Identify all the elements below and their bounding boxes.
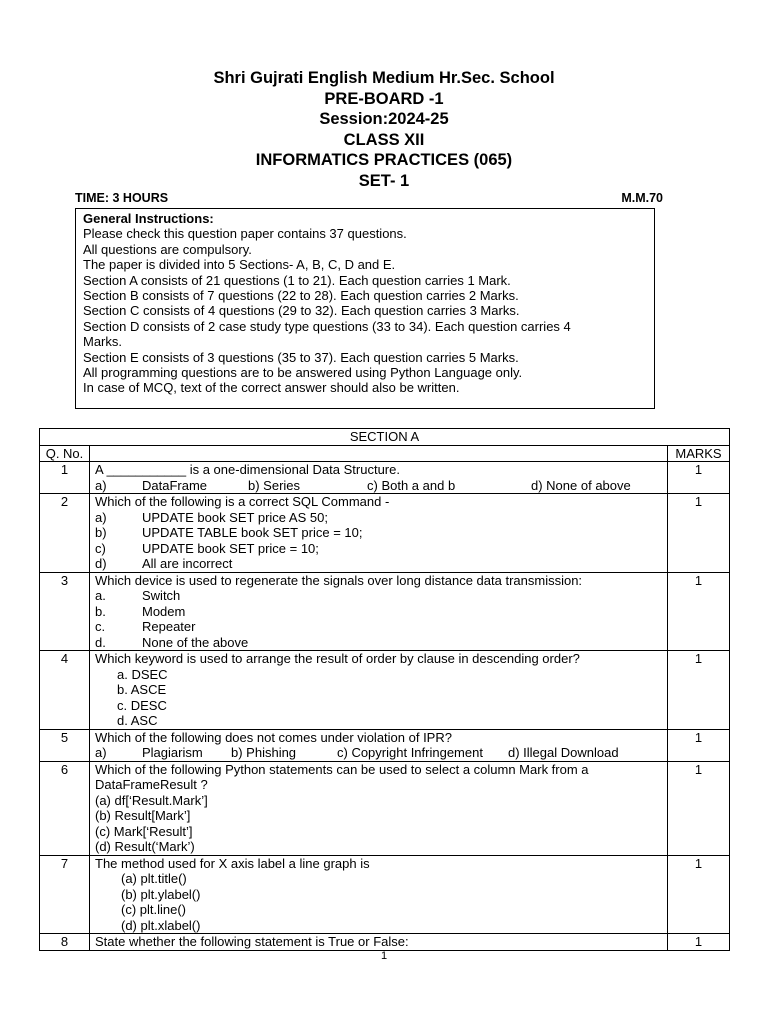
question-row-3 [40, 572, 730, 651]
time-marks-row [75, 191, 663, 205]
question-text: Which of the following Python statements can be used to select a column Mark from a [95, 761, 589, 777]
question-cell [90, 462, 668, 494]
set-number: SET- 1 [358, 171, 410, 190]
max-marks: M.M.70 [621, 191, 663, 205]
instruction-line: In case of MCQ, text of the correct answer should also be written. [83, 380, 460, 396]
question-row-7 [40, 855, 730, 934]
question-marks: 1 [668, 462, 730, 494]
option: c) Copyright Infringement [337, 745, 483, 760]
question-cell [90, 494, 668, 573]
instruction-line: Please check this question paper contains 37 questions. [83, 226, 407, 242]
instruction-line: Marks. [83, 334, 122, 350]
question-cell [90, 572, 668, 651]
instruction-line: All programming questions are to be answered using Python Language only. [83, 365, 523, 381]
option: a. Switch [95, 588, 181, 603]
option: d. None of the above [95, 634, 249, 650]
question-cell [90, 651, 668, 730]
option: (b) Result[Mark’] [95, 808, 191, 823]
option: b. Modem [95, 603, 186, 619]
option: d) None of above [531, 477, 631, 493]
exam-name: PRE-BOARD -1 [324, 89, 444, 108]
option: DataFrame [142, 477, 208, 493]
option: (a) df[‘Result.Mark’] [95, 792, 208, 808]
option: c) Both a and b [367, 477, 456, 493]
instruction-line: Section E consists of 3 questions (35 to 37). Each question carries 5 Marks. [83, 349, 519, 365]
instruction-line: Section A consists of 21 questions (1 to 21). Each question carries 1 Mark. [83, 272, 511, 288]
class-name: CLASS XII [343, 130, 425, 149]
question-marks: 1 [668, 572, 730, 651]
question-marks: 1 [668, 934, 730, 951]
option: (a) plt.title() [121, 871, 187, 886]
option: a) [95, 745, 107, 760]
question-number: 1 [40, 462, 90, 494]
option: a) UPDATE book SET price AS 50; [95, 509, 328, 525]
question-cell [90, 729, 668, 761]
general-instructions-box [75, 208, 655, 409]
question-cell [90, 761, 668, 855]
question-text: The method used for X axis label a line graph is [95, 855, 370, 871]
question-text: A ___________ is a one-dimensional Data Structure. [95, 462, 400, 477]
question-marks: 1 [668, 651, 730, 730]
instructions-title: General Instructions: [83, 211, 214, 226]
question-text: State whether the following statement is True or False: [95, 934, 409, 949]
question-number: 7 [40, 855, 90, 934]
question-row-8 [40, 934, 730, 951]
question-number: 8 [40, 934, 90, 951]
time-allowed: TIME: 3 HOURS [75, 191, 169, 205]
instruction-line: The paper is divided into 5 Sections- A, B, C, D and E. [83, 257, 396, 273]
option: (d) plt.xlabel() [121, 917, 201, 933]
question-text: Which keyword is used to arrange the result of order by clause in descending order? [95, 651, 580, 666]
question-number: 3 [40, 572, 90, 651]
option: c. DESC [117, 697, 167, 713]
option: d. ASC [117, 713, 158, 728]
question-row-1 [40, 462, 730, 494]
instruction-line: Section B consists of 7 questions (22 to 28). Each question carries 2 Marks. [83, 288, 519, 304]
option: Plagiarism [142, 745, 203, 760]
col-qno: Q. No. [40, 445, 90, 462]
question-number: 6 [40, 761, 90, 855]
question-row-6 [40, 761, 730, 855]
column-header-row [40, 445, 730, 462]
instruction-line: All questions are compulsory. [83, 241, 252, 257]
instruction-line: Section C consists of 4 questions (29 to 32). Each question carries 3 Marks. [83, 303, 520, 319]
question-text: Which of the following does not comes under violation of IPR? [95, 729, 452, 745]
question-text: DataFrameResult ? [95, 777, 208, 792]
option: (b) plt.ylabel() [121, 886, 201, 902]
options-row [95, 745, 662, 761]
option: (d) Result(‘Mark’) [95, 839, 195, 854]
col-question [90, 445, 668, 462]
section-header-row [40, 429, 730, 446]
school-name: Shri Gujrati English Medium Hr.Sec. School [213, 69, 555, 87]
question-cell [90, 855, 668, 934]
question-marks: 1 [668, 494, 730, 573]
option: c) UPDATE book SET price = 10; [95, 540, 319, 556]
question-marks: 1 [668, 761, 730, 855]
document-header [0, 68, 768, 191]
options-row [95, 478, 662, 494]
option: b) UPDATE TABLE book SET price = 10; [95, 525, 363, 540]
col-marks: MARKS [668, 445, 730, 462]
page-number: 1 [380, 950, 388, 962]
question-marks: 1 [668, 855, 730, 934]
question-marks: 1 [668, 729, 730, 761]
instruction-line: Section D consists of 2 case study type questions (33 to 34). Each question carries 4 [83, 318, 571, 334]
question-text: Which device is used to regenerate the signals over long distance data transmission: [95, 572, 583, 588]
option: a) [95, 477, 107, 493]
question-text: Which of the following is a correct SQL Command - [95, 494, 390, 509]
option: b) Series [248, 477, 301, 493]
question-cell [90, 934, 668, 951]
question-number: 5 [40, 729, 90, 761]
option: b. ASCE [117, 682, 167, 697]
option: d) Illegal Download [508, 745, 619, 760]
question-row-5 [40, 729, 730, 761]
option: c. Repeater [95, 619, 196, 634]
option: a. DSEC [117, 666, 168, 682]
question-number: 4 [40, 651, 90, 730]
option: (c) Mark[‘Result’] [95, 823, 193, 839]
question-number: 2 [40, 494, 90, 573]
session: Session:2024-25 [319, 110, 449, 128]
option: b) Phishing [231, 745, 297, 760]
option: d) All are incorrect [95, 556, 233, 571]
option: (c) plt.line() [121, 902, 187, 917]
question-row-2 [40, 494, 730, 573]
subject-name: INFORMATICS PRACTICES (065) [255, 151, 513, 169]
questions-table [39, 428, 730, 951]
section-title: SECTION A [40, 429, 730, 446]
question-row-4 [40, 651, 730, 730]
